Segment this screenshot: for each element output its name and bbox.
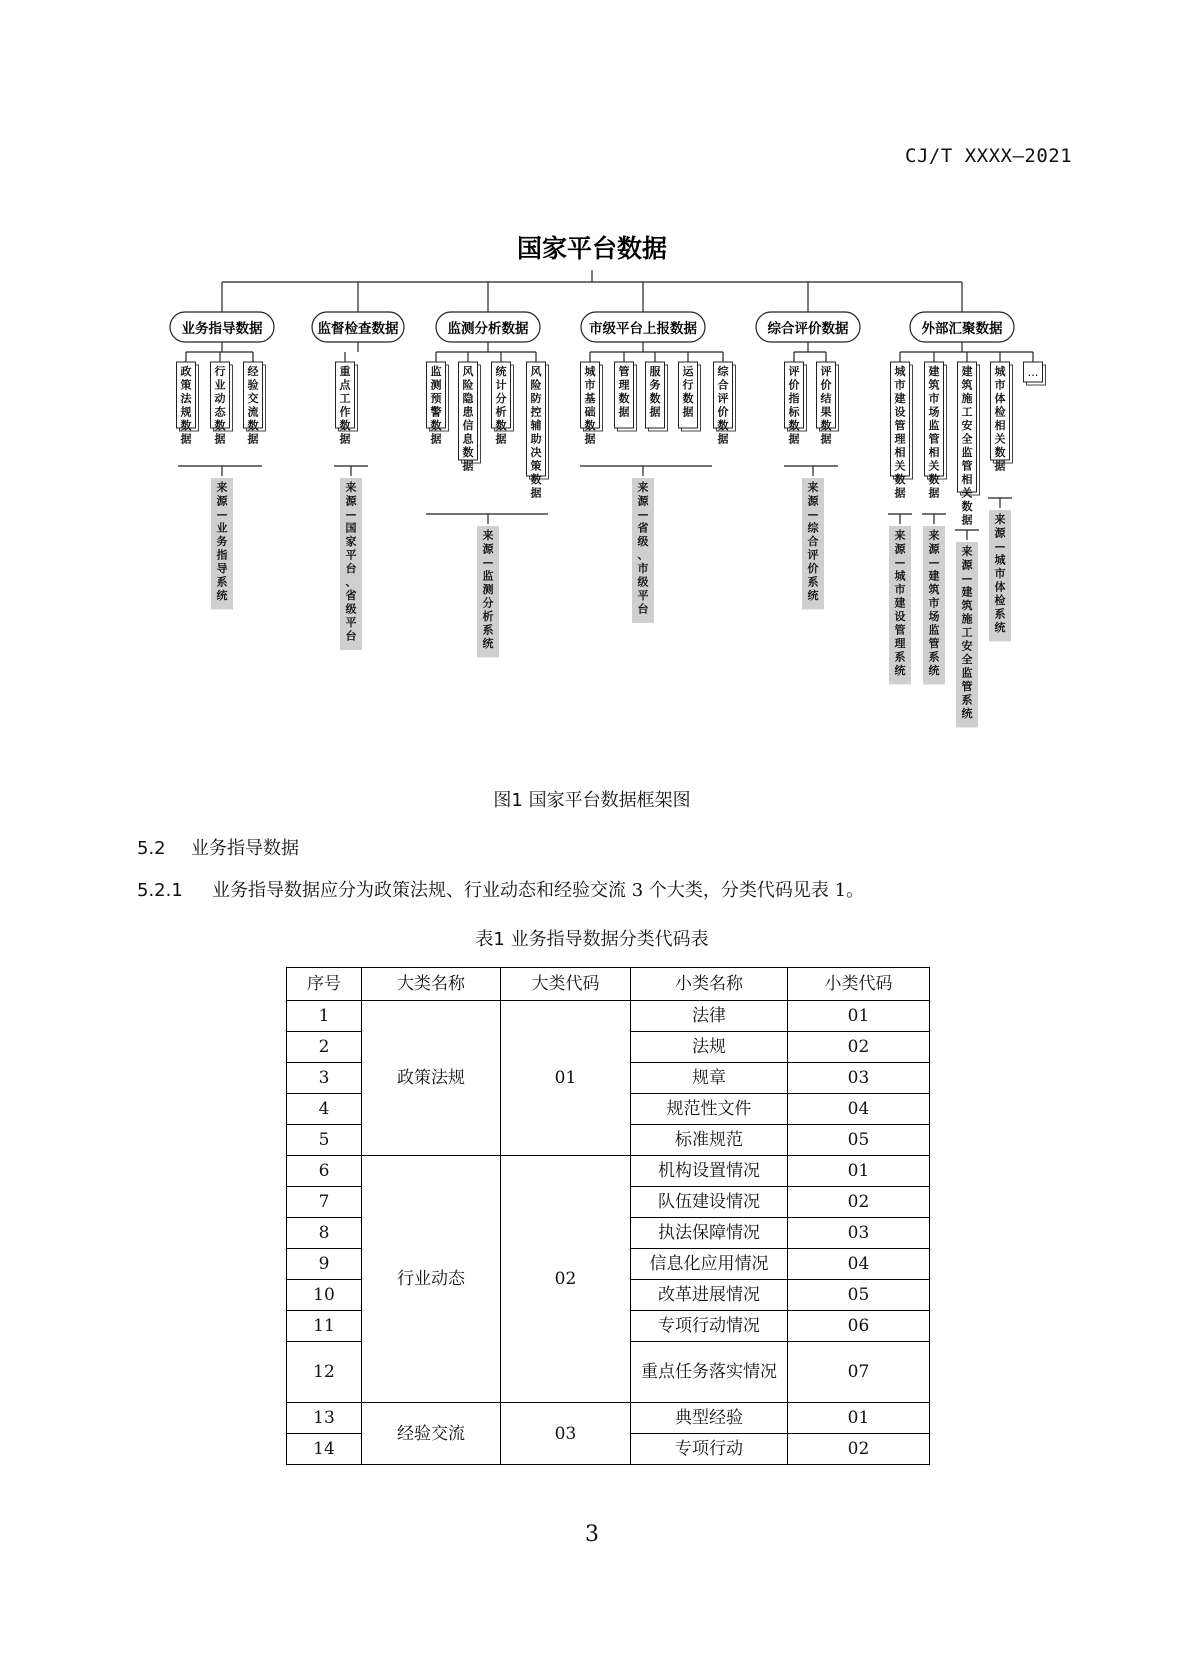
source-label: 来源—国家平台、省级平台: [345, 481, 357, 643]
row-number: 2: [287, 1032, 362, 1063]
row-number: 14: [287, 1434, 362, 1465]
table-row: [287, 1403, 930, 1434]
subcategory-code: 07: [788, 1342, 930, 1403]
subcategory-name: 规范性文件: [631, 1094, 788, 1125]
subcategory-code: 03: [788, 1063, 930, 1094]
row-number: 7: [287, 1187, 362, 1218]
subcategory-name: 队伍建设情况: [631, 1187, 788, 1218]
classification-code-table: [286, 967, 930, 1465]
row-number: 5: [287, 1125, 362, 1156]
data-item-label: 建筑施工安全监管相关数据: [961, 365, 973, 527]
table-caption: 表1 业务指导数据分类代码表: [475, 929, 709, 950]
source-label: 来源—业务指导系统: [216, 481, 228, 602]
subcategory-name: 典型经验: [631, 1403, 788, 1434]
data-item-label: 评价指标数据: [788, 365, 800, 446]
category-name: 政策法规: [362, 1001, 501, 1156]
ellipsis-item: …: [1027, 366, 1039, 379]
row-number: 12: [287, 1342, 362, 1403]
subcategory-code: 04: [788, 1094, 930, 1125]
row-number: 1: [287, 1001, 362, 1032]
subcategory-name: 规章: [631, 1063, 788, 1094]
row-number: 11: [287, 1311, 362, 1342]
category-label: 业务指导数据: [181, 321, 263, 337]
data-item-label: 城市体检相关数据: [994, 365, 1006, 473]
data-item-label: 风险防控辅助决策数据: [530, 365, 542, 500]
paragraph-text: 业务指导数据应分为政策法规、行业动态和经验交流 3 个大类，分类代码见表 1。: [212, 880, 865, 901]
data-item-label: 运行数据: [682, 365, 694, 419]
section-number: 5.2: [137, 838, 166, 859]
category-code: 01: [501, 1001, 631, 1156]
figure-caption: 图1 国家平台数据框架图: [493, 790, 691, 811]
external-source-label: 来源—城市建设管理系统: [894, 529, 906, 677]
external-source-label: 来源—建筑施工安全监管系统: [961, 545, 973, 720]
data-item-label: 风险隐患信息数据: [462, 365, 474, 473]
paragraph-number: 5.2.1: [137, 880, 183, 901]
table-row: [287, 1001, 930, 1032]
data-item-label: 评价结果数据: [820, 365, 832, 446]
data-item-label: 行业动态数据: [214, 365, 226, 446]
column-header: 小类代码: [788, 968, 930, 1001]
subcategory-name: 执法保障情况: [631, 1218, 788, 1249]
row-number: 10: [287, 1280, 362, 1311]
subcategory-code: 05: [788, 1280, 930, 1311]
subcategory-name: 机构设置情况: [631, 1156, 788, 1187]
data-item-label: 重点工作数据: [339, 365, 351, 446]
subcategory-code: 02: [788, 1434, 930, 1465]
framework-diagram: [0, 0, 1184, 760]
subcategory-name: 改革进展情况: [631, 1280, 788, 1311]
category-code: 02: [501, 1156, 631, 1403]
table-row: [287, 1156, 930, 1187]
row-number: 4: [287, 1094, 362, 1125]
table-header-row: [287, 968, 930, 1001]
data-item-label: 城市基础数据: [584, 365, 596, 446]
data-item-label: 经验交流数据: [247, 365, 259, 446]
data-item-label: 服务数据: [649, 365, 661, 419]
column-header: 序号: [287, 968, 362, 1001]
subcategory-code: 01: [788, 1156, 930, 1187]
subcategory-code: 03: [788, 1218, 930, 1249]
subcategory-code: 05: [788, 1125, 930, 1156]
category-code: 03: [501, 1403, 631, 1465]
subcategory-code: 02: [788, 1187, 930, 1218]
root-title: 国家平台数据: [516, 234, 668, 263]
subcategory-name: 专项行动情况: [631, 1311, 788, 1342]
page-number: 3: [585, 1522, 599, 1547]
subcategory-code: 04: [788, 1249, 930, 1280]
category-name: 经验交流: [362, 1403, 501, 1465]
column-header: 大类代码: [501, 968, 631, 1001]
paragraph: [137, 876, 864, 902]
column-header: 小类名称: [631, 968, 788, 1001]
source-label: 来源—监测分析系统: [482, 529, 494, 650]
data-item-label: 政策法规数据: [180, 365, 192, 446]
subcategory-name: 信息化应用情况: [631, 1249, 788, 1280]
row-number: 13: [287, 1403, 362, 1434]
external-source-label: 来源—建筑市场监管系统: [928, 529, 940, 677]
category-label: 监督检查数据: [317, 321, 399, 337]
row-number: 6: [287, 1156, 362, 1187]
category-label: 外部汇聚数据: [921, 321, 1003, 337]
subcategory-name: 重点任务落实情况: [631, 1342, 788, 1403]
subcategory-name: 法规: [631, 1032, 788, 1063]
subcategory-name: 专项行动: [631, 1434, 788, 1465]
section-heading: [137, 834, 299, 860]
row-number: 9: [287, 1249, 362, 1280]
source-label: 来源—综合评价系统: [807, 481, 819, 602]
subcategory-code: 01: [788, 1403, 930, 1434]
category-name: 行业动态: [362, 1156, 501, 1403]
data-item-label: 城市建设管理相关数据: [894, 365, 906, 500]
subcategory-code: 01: [788, 1001, 930, 1032]
external-source-label: 来源—城市体检系统: [994, 513, 1006, 634]
row-number: 3: [287, 1063, 362, 1094]
row-number: 8: [287, 1218, 362, 1249]
category-label: 综合评价数据: [767, 321, 849, 337]
category-label: 市级平台上报数据: [589, 321, 697, 337]
column-header: 大类名称: [362, 968, 501, 1001]
subcategory-name: 法律: [631, 1001, 788, 1032]
subcategory-code: 02: [788, 1032, 930, 1063]
data-item-label: 管理数据: [618, 365, 630, 419]
data-item-label: 统计分析数据: [495, 365, 507, 446]
subcategory-name: 标准规范: [631, 1125, 788, 1156]
subcategory-code: 06: [788, 1311, 930, 1342]
section-title: 业务指导数据: [191, 838, 299, 859]
data-item-label: 综合评价数据: [717, 365, 729, 446]
category-label: 监测分析数据: [447, 321, 529, 337]
standard-code: CJ/T XXXX—2021: [905, 145, 1073, 167]
data-item-label: 建筑市场监管相关数据: [928, 365, 940, 500]
source-label: 来源—省级、市级平台: [637, 481, 649, 616]
data-item-label: 监测预警数据: [430, 365, 442, 446]
